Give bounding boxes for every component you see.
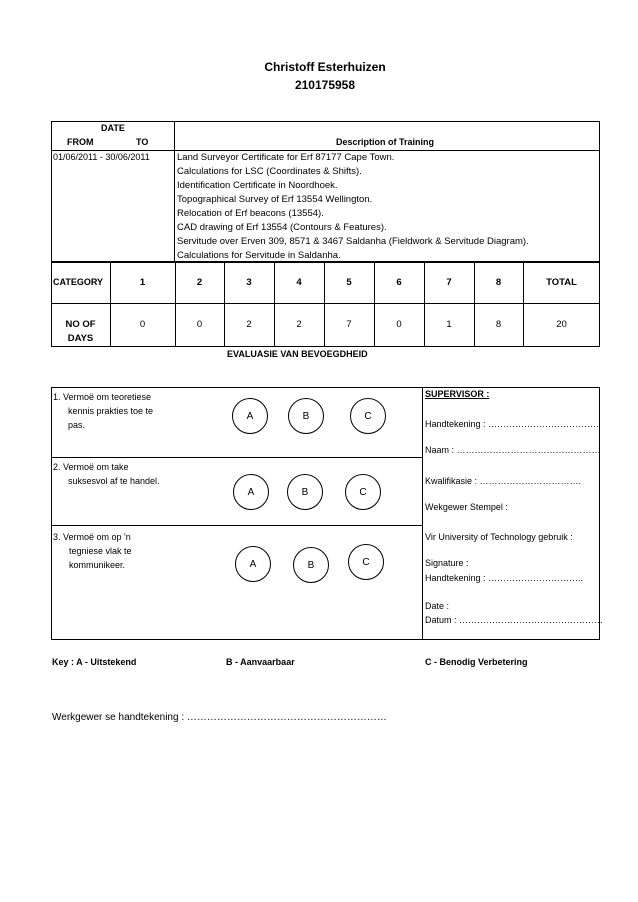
supervisor-signature-line[interactable]: Handtekening : ……………………………….	[425, 419, 599, 429]
days-value: 2	[246, 319, 252, 330]
date-range: 01/06/2011 - 30/06/2011	[53, 152, 150, 162]
days-value: 0	[196, 319, 203, 330]
days-value: 7	[346, 319, 352, 330]
evaluation-title: EVALUASIE VAN BEVOEGDHEID	[227, 349, 368, 359]
training-description: Relocation of Erf beacons (13554).	[177, 208, 324, 219]
evaluation-row-rule	[51, 457, 423, 458]
total-days-value: 20	[556, 319, 567, 330]
category-number: 2	[196, 277, 203, 288]
university-use-label: Vir University of Technology gebruik :	[425, 532, 573, 542]
category-col-divider	[424, 262, 425, 347]
training-table-header-rule	[51, 150, 600, 151]
days-value: 0	[396, 319, 402, 330]
total-label: TOTAL	[546, 277, 577, 288]
days-value: 1	[446, 319, 452, 330]
description-label: Description of Training	[336, 137, 435, 147]
date-field-label: Date :	[425, 601, 450, 611]
criterion-1-text: kennis prakties toe te	[68, 406, 154, 416]
category-col-divider	[523, 262, 524, 347]
criterion-2-text: 2. Vermoë om take	[53, 462, 129, 472]
category-col-divider	[324, 262, 325, 347]
employer-signature-line[interactable]: Werkgewer se handtekening : ……………………………………………………	[52, 712, 387, 723]
criterion-2-text: suksesvol af te handel.	[68, 476, 160, 486]
criterion-3-option-b[interactable]: B	[293, 547, 329, 583]
from-label: FROM	[67, 137, 94, 147]
days-value: 2	[296, 319, 302, 330]
criterion-3-text: kommunikeer.	[69, 560, 126, 570]
evaluation-row-rule	[51, 525, 423, 526]
criterion-1-option-b[interactable]: B	[288, 398, 324, 434]
criterion-3-option-c[interactable]: C	[348, 544, 384, 580]
criterion-2-option-c[interactable]: C	[345, 474, 381, 510]
days-label: NO OF	[65, 319, 96, 330]
category-number: 6	[396, 277, 402, 288]
university-signature-line[interactable]: Handtekening : …………………………..	[425, 573, 584, 583]
category-number: 1	[139, 277, 146, 288]
training-description: Identification Certificate in Noordhoek.	[177, 180, 338, 191]
criterion-3-text: 3. Vermoë om op 'n	[53, 532, 131, 542]
training-description: Land Surveyor Certificate for Erf 87177 Cape Town.	[177, 152, 395, 163]
criterion-2-option-b[interactable]: B	[287, 474, 323, 510]
criterion-1-option-a[interactable]: A	[232, 398, 268, 434]
criterion-3-option-a[interactable]: A	[235, 546, 271, 582]
category-col-divider	[224, 262, 225, 347]
category-label: CATEGORY	[53, 277, 104, 287]
days-value: 8	[495, 319, 502, 330]
training-table-divider	[174, 121, 175, 262]
training-description: Topographical Survey of Erf 13554 Wellington.	[177, 194, 373, 205]
key-c: C - Benodig Verbetering	[425, 657, 528, 667]
signature-label: Signature :	[425, 558, 469, 568]
category-col-divider	[474, 262, 475, 347]
training-description: Calculations for Servitude in Saldanha.	[177, 250, 341, 261]
category-col-divider	[175, 262, 176, 347]
category-number: 5	[346, 277, 352, 288]
category-number: 7	[446, 277, 452, 288]
student-number: 210175958	[294, 78, 356, 92]
supervisor-title: SUPERVISOR :	[425, 389, 490, 399]
category-table-row-rule	[51, 303, 600, 304]
criterion-3-text: tegniese vlak te	[69, 546, 132, 556]
training-description: Calculations for LSC (Coordinates & Shifts).	[177, 166, 362, 177]
criterion-1-text: pas.	[68, 420, 86, 430]
criterion-1-option-c[interactable]: C	[350, 398, 386, 434]
date-label: DATE	[101, 123, 125, 133]
category-number: 8	[495, 277, 502, 288]
category-col-divider	[374, 262, 375, 347]
category-col-divider	[110, 262, 111, 347]
category-table	[51, 262, 600, 347]
datum-line[interactable]: Datum : …………………………………………	[425, 615, 604, 625]
training-description: Servitude over Erven 309, 8571 & 3467 Saldanha (Fieldwork & Servitude Diagram).	[177, 236, 529, 247]
category-col-divider	[274, 262, 275, 347]
training-description: CAD drawing of Erf 13554 (Contours & Features).	[177, 222, 387, 233]
evaluation-divider	[422, 387, 423, 640]
key-a: Key : A - Uitstekend	[52, 657, 137, 667]
key-b: B - Aanvaarbaar	[226, 657, 295, 667]
supervisor-name-line[interactable]: Naam : …………………………………………	[425, 445, 601, 455]
to-label: TO	[136, 137, 149, 147]
category-number: 4	[296, 277, 302, 288]
supervisor-qualification-line[interactable]: Kwalifikasie : …………………………….	[425, 476, 582, 486]
category-number: 3	[246, 277, 252, 288]
days-label: DAYS	[67, 333, 94, 344]
employer-stamp-label: Wekgewer Stempel :	[425, 502, 508, 512]
days-value: 0	[139, 319, 146, 330]
criterion-2-option-a[interactable]: A	[233, 474, 269, 510]
student-name: Christoff Esterhuizen	[264, 60, 386, 74]
criterion-1-text: 1. Vermoë om teoretiese	[53, 392, 152, 402]
